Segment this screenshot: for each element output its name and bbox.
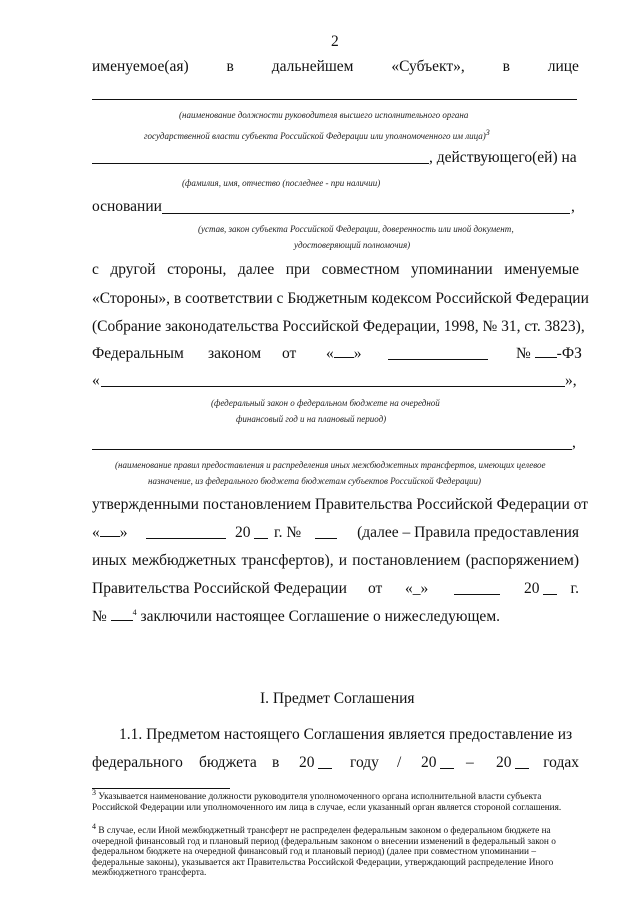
- year: 20: [496, 754, 512, 771]
- quote-close: »,: [565, 372, 577, 389]
- year: 20: [421, 754, 437, 771]
- word: с: [92, 261, 99, 278]
- word: законом: [208, 345, 262, 362]
- intro-line: [92, 58, 579, 76]
- note-fedlaw: (федеральный закон о федеральном бюджете на очередной: [211, 398, 440, 408]
- intro-word: лице: [547, 58, 579, 75]
- gov-number: г. №: [274, 524, 302, 541]
- word: бюджета: [199, 754, 257, 771]
- para3-line2: [92, 754, 579, 772]
- word: именуемые: [504, 261, 579, 278]
- footnote-separator: [92, 788, 230, 789]
- intro-word: в: [502, 58, 510, 75]
- law-number: № -ФЗ: [516, 345, 582, 362]
- number-blank: [315, 538, 337, 539]
- note-fedlaw: финансовый год и на плановый период): [236, 414, 387, 424]
- word: федерального: [92, 754, 183, 771]
- intro-word: в: [226, 58, 234, 75]
- date-quote: « »: [326, 345, 362, 362]
- note-position: (наименование должности руководителя высшего исполнительного органа: [179, 110, 469, 120]
- rules-blank-line: [92, 449, 572, 450]
- year: 20: [235, 524, 251, 541]
- note-fio: (фамилия, имя, отчество (последнее - при наличии): [182, 178, 381, 188]
- rules-comma: ,: [572, 434, 576, 451]
- note-position: государственной власти субъекта Российской Федерации или уполномоченного им лица)$^3$: [144, 128, 490, 141]
- date-blank: [454, 594, 500, 595]
- para3-line1: 1.1. Предметом настоящего Соглашения является предоставление из: [119, 726, 573, 743]
- date-quote: « »: [92, 524, 128, 541]
- acting-text: , действующего(ей) на: [429, 149, 577, 166]
- fedlaw-blank-line: [101, 386, 565, 387]
- para1-line1: [92, 261, 579, 279]
- word: от: [282, 345, 297, 362]
- fio-blank-line: [92, 163, 429, 164]
- para1-line4: [92, 345, 582, 363]
- word: постановлением: [352, 552, 461, 569]
- word: в: [272, 754, 280, 771]
- para1-line3: (Собрание законодательства Российской Федерации, 1998, № 31, ст. 3823),: [92, 318, 585, 335]
- para2-line3: [92, 552, 579, 570]
- year-blank: [543, 594, 557, 595]
- word: другой: [110, 261, 156, 278]
- position-blank-line: [92, 99, 577, 100]
- quote-open: «: [92, 372, 100, 389]
- dash: –: [466, 754, 474, 771]
- word: межбюджетных: [131, 552, 237, 569]
- word: совместном: [321, 261, 400, 278]
- word: Федеральным: [92, 345, 184, 362]
- year: 20: [299, 754, 315, 771]
- year-blank: [440, 768, 454, 769]
- para2-rest: (далее – Правила предоставления: [357, 524, 579, 541]
- para2-line1: утвержденными постановлением Правительства Российской Федерации от: [92, 496, 588, 513]
- para2-line2: [92, 524, 579, 542]
- word: /: [397, 754, 402, 771]
- year-blank: [254, 538, 268, 539]
- para2-line5: № $^4$ заключили настоящее Соглашение о нижеследующем.: [92, 607, 500, 625]
- date-blank: [146, 538, 226, 539]
- word: Правительства Российской Федерации: [92, 580, 347, 597]
- footnote-3: $^3$ Указывается наименование должности руководителя уполномоченного органа исполнительной власти субъекта Российской Федерации или уполномоченного им лица в случае, если указанный орган является стороной соглашения.: [92, 787, 562, 813]
- year-blank: [515, 768, 529, 769]
- word: от: [368, 580, 383, 597]
- word: г.: [570, 580, 579, 597]
- note-basis: (устав, закон субъекта Российской Федерации, доверенность или иной документ,: [198, 224, 514, 234]
- basis-blank-line: [162, 213, 570, 214]
- note-rules: (наименование правил предоставления и распределения иных межбюджетных трансфертов, имеющих целевое: [115, 460, 546, 470]
- word: трансфертов),: [241, 552, 334, 569]
- word: иных: [92, 552, 127, 569]
- date-blank: [388, 359, 488, 360]
- intro-word: дальнейшем: [271, 58, 354, 75]
- word: стороны,: [167, 261, 227, 278]
- para1-line2: «Стороны», в соответствии с Бюджетным кодексом Российской Федерации: [92, 290, 589, 307]
- basis-comma: ,: [571, 198, 575, 215]
- note-basis: удостоверяющий полномочия): [294, 240, 411, 250]
- year-blank: [318, 768, 332, 769]
- para2-line4: [92, 580, 579, 598]
- word: и: [338, 552, 348, 569]
- word: упоминании: [411, 261, 493, 278]
- word: далее: [237, 261, 275, 278]
- date-quote: «_»: [405, 580, 429, 597]
- footnote-4: $^4$ В случае, если Иной межбюджетный трансферт не распределен федеральным законом о федеральном бюджете на очередной финансовый год и плановый период (федеральным законом о внесении изменений в федеральный закон о федеральном бюджете на очередной финансовый год и плановый период) (далее при совместном упоминании – федеральные законы), указывается акт Правительства Российской Федерации, утверждающий распределение Иного межбюджетного трансферта.: [92, 821, 556, 879]
- word: (распоряжением): [465, 552, 579, 569]
- intro-word: «Субъект»,: [391, 58, 465, 75]
- word: году: [350, 754, 379, 771]
- page-number: 2: [331, 33, 339, 50]
- basis-label: основании: [92, 198, 162, 215]
- section-title: I. Предмет Соглашения: [260, 690, 415, 707]
- word: годах: [543, 754, 579, 771]
- intro-word: именуемое(ая): [92, 58, 189, 75]
- word: при: [285, 261, 311, 278]
- year: 20: [524, 580, 540, 597]
- note-rules: назначение, из федерального бюджета бюджетам субъектов Российской Федерации): [148, 476, 482, 486]
